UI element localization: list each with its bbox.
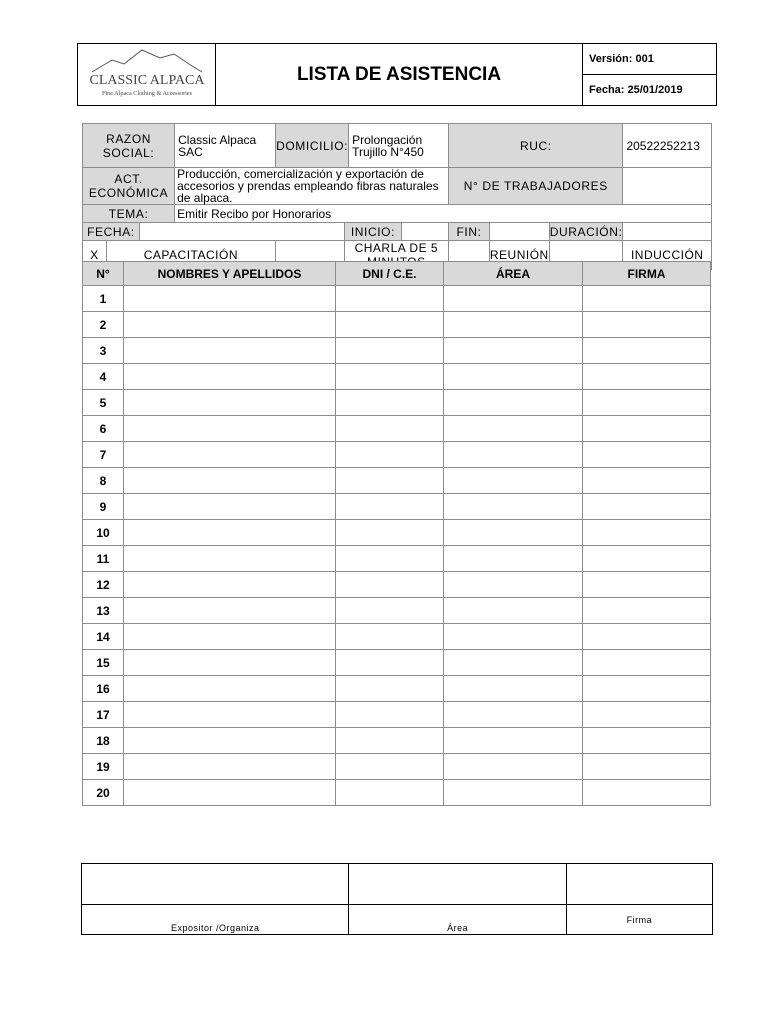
fecha-label: FECHA: (83, 223, 140, 241)
firma-cell[interactable] (583, 728, 711, 754)
company-logo (82, 46, 212, 98)
firma-cell[interactable] (583, 702, 711, 728)
row-number: 6 (83, 416, 124, 442)
table-row (83, 780, 711, 806)
firma-cell[interactable] (583, 312, 711, 338)
document-title: LISTA DE ASISTENCIA (216, 44, 583, 106)
table-row (83, 546, 711, 572)
firma-cell[interactable] (583, 650, 711, 676)
dni-cell[interactable] (336, 546, 444, 572)
domicilio-label: DOMICILIO: (276, 124, 349, 168)
dni-cell[interactable] (336, 650, 444, 676)
name-cell[interactable] (124, 572, 336, 598)
trabajadores-value[interactable] (623, 168, 712, 205)
table-row (83, 338, 711, 364)
firma-cell[interactable] (583, 338, 711, 364)
col-header-firma: FIRMA (583, 262, 711, 286)
table-row (83, 702, 711, 728)
col-header-number: N° (83, 262, 124, 286)
dni-cell[interactable] (336, 598, 444, 624)
dni-cell[interactable] (336, 442, 444, 468)
razon-social-label: RAZON SOCIAL: (83, 124, 175, 168)
type-label-charla: CHARLA DE 5 (344, 241, 449, 270)
name-cell[interactable] (124, 598, 336, 624)
attendance-header-row (83, 262, 711, 286)
dni-cell[interactable] (336, 468, 444, 494)
row-number: 2 (83, 312, 124, 338)
area-signature-box[interactable] (349, 864, 566, 905)
area-cell[interactable] (444, 468, 583, 494)
area-cell[interactable] (444, 286, 583, 312)
table-row (83, 754, 711, 780)
name-cell[interactable] (124, 416, 336, 442)
name-cell[interactable] (124, 702, 336, 728)
inicio-label: INICIO: (344, 223, 402, 241)
area-cell[interactable] (444, 338, 583, 364)
company-info-table (82, 123, 712, 270)
row-number: 13 (83, 598, 124, 624)
area-cell[interactable] (444, 598, 583, 624)
row-number: 5 (83, 390, 124, 416)
firma-cell[interactable] (583, 364, 711, 390)
type-checkbox-capacitacion[interactable]: X (83, 241, 107, 270)
firma-cell[interactable] (583, 676, 711, 702)
date-label: Fecha: 25/01/2019 (583, 75, 717, 106)
name-cell[interactable] (124, 442, 336, 468)
fin-value[interactable] (489, 223, 549, 241)
name-cell[interactable] (124, 624, 336, 650)
table-row (83, 598, 711, 624)
expositor-label: Expositor /Organiza (82, 905, 349, 935)
firma-cell[interactable] (583, 442, 711, 468)
row-number: 20 (83, 780, 124, 806)
name-cell[interactable] (124, 520, 336, 546)
area-cell[interactable] (444, 754, 583, 780)
table-row (83, 728, 711, 754)
row-number: 11 (83, 546, 124, 572)
firma-cell[interactable] (583, 624, 711, 650)
firma-signature-box[interactable] (566, 864, 712, 905)
dni-cell[interactable] (336, 780, 444, 806)
name-cell[interactable] (124, 468, 336, 494)
domicilio-value: Prolongación Trujillo N°450 (349, 124, 449, 168)
name-cell[interactable] (124, 338, 336, 364)
row-number: 7 (83, 442, 124, 468)
col-header-names: NOMBRES Y APELLIDOS (124, 262, 336, 286)
dni-cell[interactable] (336, 754, 444, 780)
firma-cell[interactable] (583, 754, 711, 780)
dni-cell[interactable] (336, 520, 444, 546)
area-cell[interactable] (444, 390, 583, 416)
table-row (83, 416, 711, 442)
name-cell[interactable] (124, 650, 336, 676)
dni-cell[interactable] (336, 702, 444, 728)
duracion-label: DURACIÓN: (549, 224, 623, 239)
ruc-label: RUC: (449, 124, 623, 168)
dni-cell[interactable] (336, 572, 444, 598)
name-cell[interactable] (124, 754, 336, 780)
table-row (83, 468, 711, 494)
version-label: Versión: 001 (583, 44, 717, 75)
name-cell[interactable] (124, 546, 336, 572)
ruc-value: 20522252213 (623, 124, 712, 168)
row-number: 18 (83, 728, 124, 754)
row-number: 10 (83, 520, 124, 546)
dni-cell[interactable] (336, 338, 444, 364)
trabajadores-label: N° DE TRABAJADORES (449, 168, 623, 205)
dni-cell[interactable] (336, 390, 444, 416)
row-number: 4 (83, 364, 124, 390)
dni-cell[interactable] (336, 364, 444, 390)
area-cell[interactable] (444, 780, 583, 806)
table-row (83, 676, 711, 702)
table-row (83, 364, 711, 390)
table-row (83, 312, 711, 338)
name-cell[interactable] (124, 728, 336, 754)
name-cell[interactable] (124, 312, 336, 338)
dni-cell[interactable] (336, 624, 444, 650)
firma-cell[interactable] (583, 494, 711, 520)
name-cell[interactable] (124, 286, 336, 312)
table-row (83, 442, 711, 468)
col-header-dni: DNI / C.E. (336, 262, 444, 286)
type-label-induccion: INDUCCIÓN (623, 241, 712, 270)
row-number: 9 (83, 494, 124, 520)
row-number: 17 (83, 702, 124, 728)
name-cell[interactable] (124, 390, 336, 416)
table-row (83, 390, 711, 416)
area-cell[interactable] (444, 676, 583, 702)
actividad-label: ACT. ECONÓMICA (83, 168, 175, 205)
type-label-capacitacion: CAPACITACIÓN (106, 241, 275, 270)
table-row (83, 650, 711, 676)
firma-cell[interactable] (583, 572, 711, 598)
area-cell[interactable] (444, 494, 583, 520)
row-number: 19 (83, 754, 124, 780)
firma-cell[interactable] (583, 520, 711, 546)
attendance-table (82, 261, 711, 806)
logo-text: CLASSIC ALPACA (88, 73, 205, 88)
tema-value[interactable]: Emitir Recibo por Honorarios (175, 205, 712, 223)
dni-cell[interactable] (336, 286, 444, 312)
area-label: Área (349, 905, 566, 935)
row-number: 12 (83, 572, 124, 598)
firma-cell[interactable] (583, 286, 711, 312)
logo-cell (78, 44, 216, 106)
table-row (83, 286, 711, 312)
area-cell[interactable] (444, 546, 583, 572)
name-cell[interactable] (124, 494, 336, 520)
area-cell[interactable] (444, 364, 583, 390)
firma-cell[interactable] (583, 598, 711, 624)
firma-cell[interactable] (583, 390, 711, 416)
area-cell[interactable] (444, 416, 583, 442)
area-cell[interactable] (444, 312, 583, 338)
area-cell[interactable] (444, 572, 583, 598)
table-row (83, 572, 711, 598)
duracion-value[interactable] (623, 223, 712, 241)
expositor-signature-box[interactable] (82, 864, 349, 905)
area-cell[interactable] (444, 442, 583, 468)
col-header-area: ÁREA (444, 262, 583, 286)
logo-tagline: Fine Alpaca Clothing & Accessories (101, 90, 192, 97)
row-number: 3 (83, 338, 124, 364)
dni-cell[interactable] (336, 728, 444, 754)
row-number: 14 (83, 624, 124, 650)
fecha-value[interactable] (139, 223, 344, 241)
dni-cell[interactable] (336, 676, 444, 702)
document-header (77, 43, 717, 106)
firma-label: Firma (566, 905, 712, 935)
dni-cell[interactable] (336, 416, 444, 442)
name-cell[interactable] (124, 780, 336, 806)
firma-cell[interactable] (583, 416, 711, 442)
firma-cell[interactable] (583, 780, 711, 806)
dni-cell[interactable] (336, 312, 444, 338)
razon-social-value: Classic Alpaca SAC (175, 124, 276, 168)
row-number: 1 (83, 286, 124, 312)
table-row (83, 520, 711, 546)
area-cell[interactable] (444, 702, 583, 728)
dni-cell[interactable] (336, 494, 444, 520)
name-cell[interactable] (124, 676, 336, 702)
firma-cell[interactable] (583, 546, 711, 572)
type-label-reunion: REUNIÓN (489, 241, 549, 270)
actividad-value: Producción, comercialización y exportación de accesorios y prendas empleando fibras naturales de alpaca. (175, 168, 449, 205)
tema-label: TEMA: (83, 205, 175, 223)
area-cell[interactable] (444, 728, 583, 754)
area-cell[interactable] (444, 624, 583, 650)
firma-cell[interactable] (583, 468, 711, 494)
table-row (83, 494, 711, 520)
inicio-value[interactable] (402, 223, 449, 241)
fin-label: FIN: (449, 223, 490, 241)
table-row (83, 624, 711, 650)
row-number: 15 (83, 650, 124, 676)
row-number: 8 (83, 468, 124, 494)
area-cell[interactable] (444, 520, 583, 546)
name-cell[interactable] (124, 364, 336, 390)
row-number: 16 (83, 676, 124, 702)
signature-table (81, 863, 713, 935)
area-cell[interactable] (444, 650, 583, 676)
